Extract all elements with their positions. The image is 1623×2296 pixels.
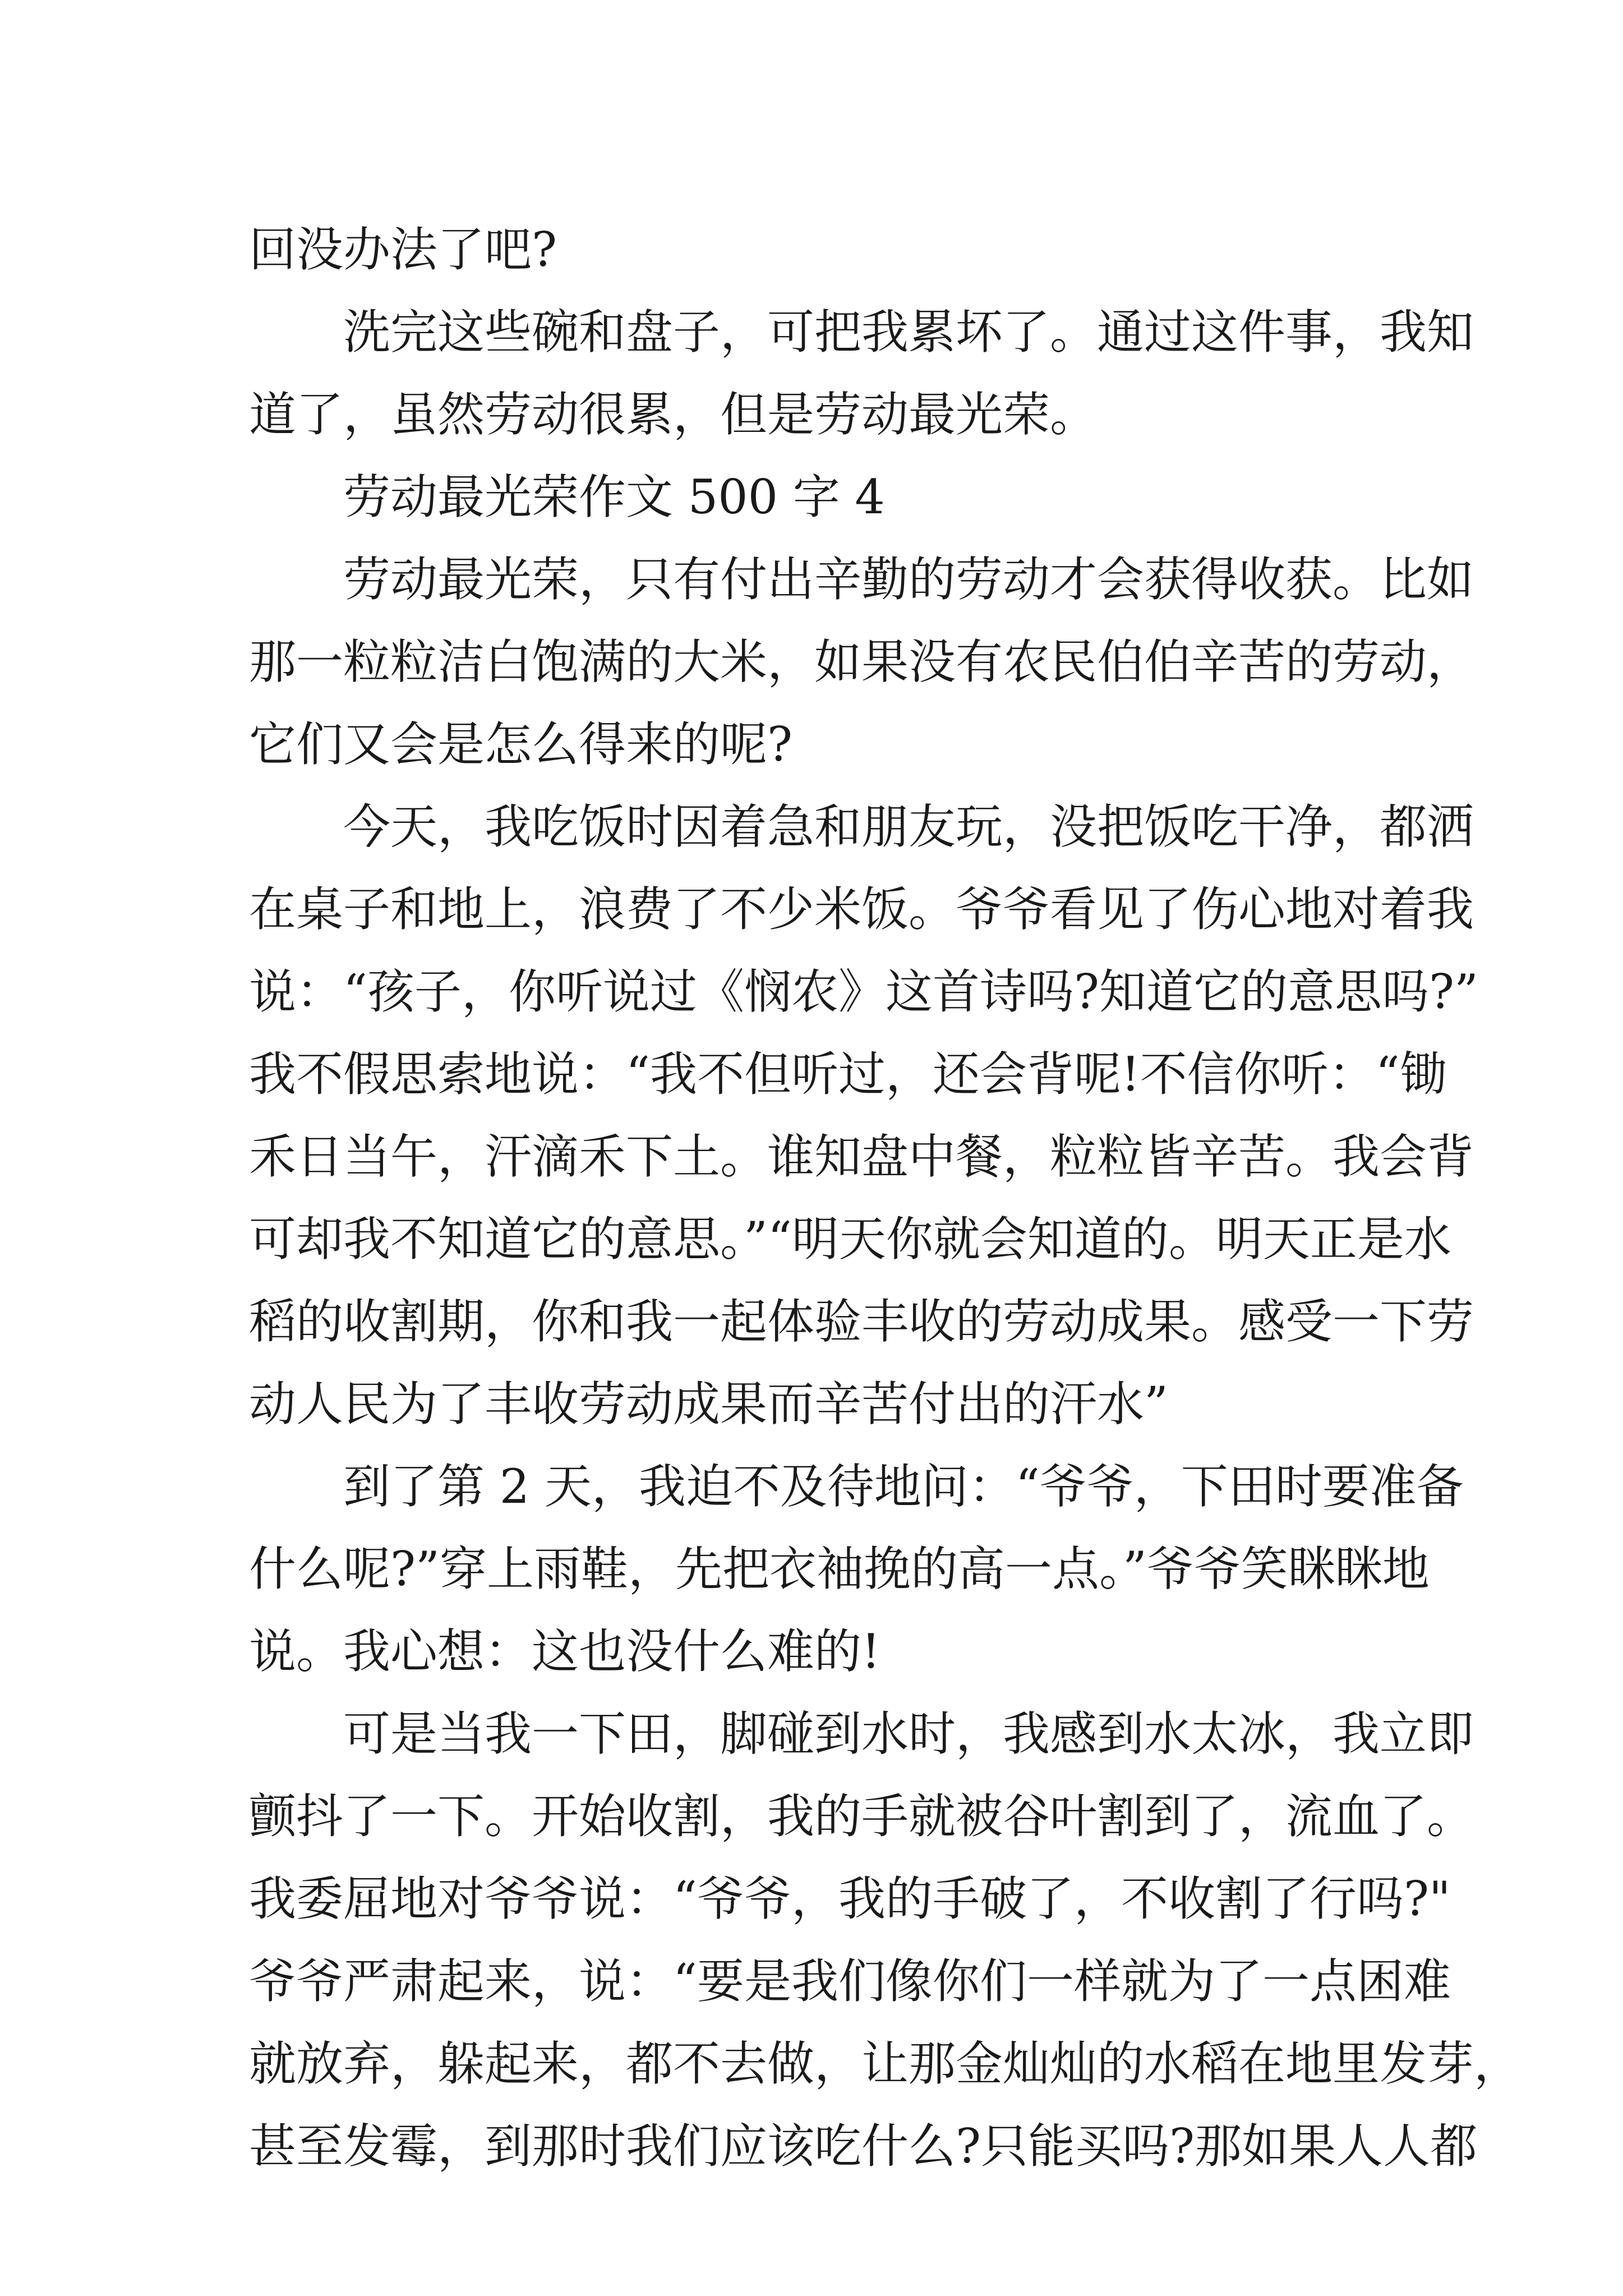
text-line: 劳动最光荣，只有付出辛勤的劳动才会获得收获。比如 (343, 552, 1474, 607)
text-line: 可是当我一下田，脚碰到水时，我感到水太冰，我立即 (343, 1706, 1474, 1761)
text-line: 那一粒粒洁白饱满的大米，如果没有农民伯伯辛苦的劳动， (249, 634, 1474, 689)
text-line: 禾日当午，汗滴禾下土。谁知盘中餐，粒粒皆辛苦。我会背 (249, 1129, 1474, 1184)
text-line: 到了第 2 天，我迫不及待地问：“爷爷，下田时要准备 (343, 1459, 1464, 1514)
text-line: 甚至发霉，到那时我们应该吃什么?只能买吗?那如果人人都 (249, 2119, 1478, 2174)
text-line: 爷爷严肃起来，说：“要是我们像你们一样就为了一点困难 (249, 1954, 1451, 2009)
text-line: 我不假思索地说：“我不但听过，还会背呢!不信你听：“锄 (249, 1047, 1447, 1102)
text-line: 可却我不知道它的意思。”“明天你就会知道的。明天正是水 (249, 1212, 1451, 1267)
text-line: 回没办法了吧? (249, 222, 557, 277)
text-line: 动人民为了丰收劳动成果而辛苦付出的汗水” (249, 1377, 1168, 1432)
text-line: 洗完这些碗和盘子，可把我累坏了。通过这件事，我知 (343, 305, 1474, 360)
text-line: 道了，虽然劳动很累，但是劳动最光荣。 (249, 387, 1098, 442)
text-line: 什么呢?”穿上雨鞋，先把衣袖挽的高一点。”爷爷笑眯眯地 (249, 1542, 1430, 1596)
text-line: 我委屈地对爷爷说：“爷爷，我的手破了，不收割了行吗?" (249, 1871, 1451, 1926)
essay-text-body (249, 209, 1521, 2188)
text-line: 今天，我吃饭时因着急和朋友玩，没把饭吃干净，都洒 (343, 799, 1474, 854)
text-line: 就放弃，躲起来，都不去做，让那金灿灿的水稻在地里发芽， (249, 2036, 1521, 2091)
text-line: 颤抖了一下。开始收割，我的手就被谷叶割到了，流血了。 (249, 1789, 1474, 1844)
text-line: 它们又会是怎么得来的呢? (249, 717, 793, 772)
text-line: 说。我心想：这也没什么难的! (249, 1624, 880, 1679)
text-line: 劳动最光荣作文 500 字 4 (343, 470, 885, 524)
text-line: 说：“孩子，你听说过《悯农》这首诗吗?知道它的意思吗?” (249, 964, 1478, 1019)
text-line: 在桌子和地上，浪费了不少米饭。爷爷看见了伤心地对着我 (249, 882, 1474, 937)
text-line: 稻的收割期，你和我一起体验丰收的劳动成果。感受一下劳 (249, 1294, 1474, 1349)
